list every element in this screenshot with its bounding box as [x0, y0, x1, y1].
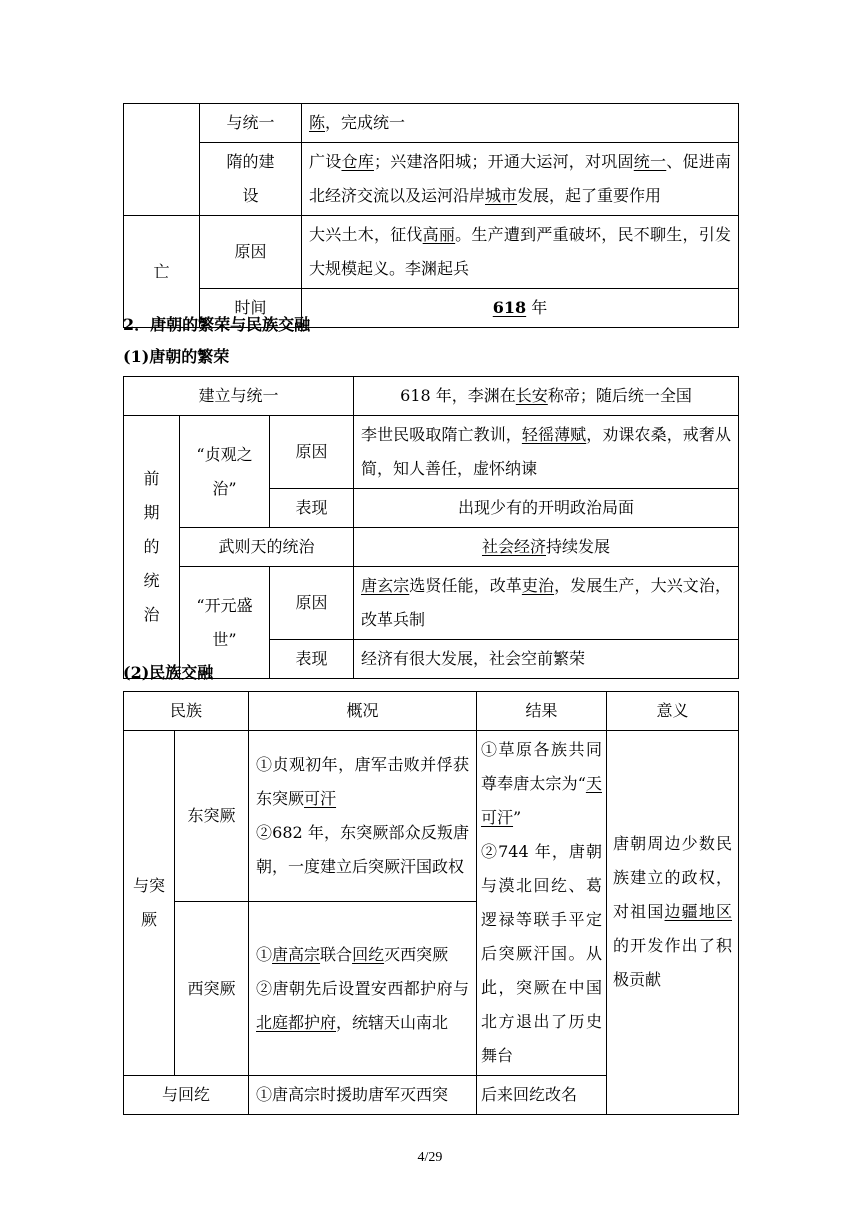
- blank-changan: 长安: [515, 386, 548, 405]
- blank-chen: 陈: [309, 113, 326, 132]
- header-significance: 意义: [607, 692, 739, 731]
- cell-cause-label: 原因: [200, 216, 302, 289]
- cell-uighur-overview: ①唐高宗时援助唐军灭西突: [249, 1076, 477, 1115]
- blank-618: 618: [492, 298, 527, 317]
- cell-ky-show: 经济有很大发展，社会空前繁荣: [354, 640, 739, 679]
- blank-city: 城市: [485, 186, 518, 205]
- cell-kaiyuan: “开元盛世”: [180, 567, 270, 679]
- cell-founding-label: 建立与统一: [124, 377, 354, 416]
- cell-unification-label: 与统一: [200, 104, 302, 143]
- ethnic-fusion-table: [123, 691, 739, 1115]
- cell-unification-content: 陈，完成统一: [302, 104, 739, 143]
- cell-zg-reason: 李世民吸取隋亡教训，轻徭薄赋，劝课农桑，戒奢从简，知人善任，虚怀纳谏: [354, 416, 739, 489]
- blank-xuanzong: 唐玄宗: [361, 576, 410, 595]
- cell-uighur-result: 后来回纥改名: [477, 1076, 607, 1115]
- blank-officials: 吏治: [521, 576, 555, 595]
- cell-time-label: 时间: [200, 289, 302, 328]
- cell-wu-label: 武则天的统治: [180, 528, 354, 567]
- blank-light-tax: 轻徭薄赋: [521, 425, 587, 444]
- cell-cause-content: 大兴土木，征伐高丽。生产遭到严重破坏，民不聊生，引发大规模起义。李渊起兵: [302, 216, 739, 289]
- section-heading-2: 2．唐朝的繁荣与民族交融: [123, 315, 311, 334]
- cell-construction-label: 隋的建设: [200, 143, 302, 216]
- cell-east-turks: 东突厥: [175, 731, 249, 902]
- cell-ky-reason-label: 原因: [270, 567, 354, 640]
- blank-warehouse: 仓库: [341, 152, 374, 171]
- cell-zhenguan: “贞观之治”: [180, 416, 270, 528]
- cell-turks: 与突厥: [124, 731, 175, 1076]
- cell-construction-content: 广设仓库；兴建洛阳城；开通大运河，对巩固统一、促进南北经济交流以及运河沿岸城市发展，起了重要作用: [302, 143, 739, 216]
- header-result: 结果: [477, 692, 607, 731]
- cell-wu-content: 社会经济持续发展: [354, 528, 739, 567]
- cell-zg-show: 出现少有的开明政治局面: [354, 489, 739, 528]
- blank-unity: 统一: [633, 152, 667, 171]
- blank-social-economy: 社会经济: [481, 537, 546, 556]
- page-number: 4/29: [417, 1150, 443, 1165]
- subheading-ethnic: (2)民族交融: [123, 663, 214, 682]
- cell-west-turks: 西突厥: [175, 902, 249, 1076]
- blank-goguryeo: 高丽: [422, 225, 456, 244]
- cell-time-content: 618 年: [302, 289, 739, 328]
- sui-table: [123, 103, 739, 328]
- cell-east-turks-overview: ①贞观初年，唐军击败并俘获东突厥可汗 ②682 年，东突厥部众反叛唐朝，一度建立后突厥汗国政权: [249, 731, 477, 902]
- blank-khan: 可汗: [304, 789, 337, 809]
- cell-turks-result: ①草原各族共同尊奉唐太宗为“天可汗” ②744 年，唐朝与漠北回纥、葛逻禄等联手平定后突厥汗国。从此，突厥在中国北方退出了历史舞台: [477, 731, 607, 1076]
- blank-border-regions: 边疆地区: [664, 902, 733, 921]
- cell-west-turks-overview: ①唐高宗联合回纥灭西突厥 ②唐朝先后设置安西都护府与北庭都护府，统辖天山南北: [249, 902, 477, 1076]
- blank-heavenly-khan: 天可汗: [481, 774, 603, 827]
- cell-significance: 唐朝周边少数民族建立的政权，对祖国边疆地区的开发作出了积极贡献: [607, 731, 739, 1115]
- cell-founding-content: 618 年，李渊在长安称帝；随后统一全国: [354, 377, 739, 416]
- subheading-prosperity: (1)唐朝的繁荣: [123, 347, 230, 366]
- cell-ky-show-label: 表现: [270, 640, 354, 679]
- blank-uighur: 回纥: [352, 944, 385, 964]
- header-ethnic: 民族: [124, 692, 249, 731]
- cell-ky-reason: 唐玄宗选贤任能，改革吏治，发展生产，大兴文治，改革兵制: [354, 567, 739, 640]
- blank-beiting: 北庭都护府: [256, 1012, 337, 1032]
- tang-prosperity-table: [123, 376, 739, 679]
- cell-early-rule: 前期的统治: [124, 416, 180, 679]
- cell-zg-reason-label: 原因: [270, 416, 354, 489]
- sui-group-cell: [124, 104, 200, 216]
- blank-gaozong: 唐高宗: [272, 944, 321, 964]
- cell-uighur: 与回纥: [124, 1076, 249, 1115]
- header-overview: 概况: [249, 692, 477, 731]
- cell-fall: 亡: [124, 216, 200, 328]
- cell-zg-show-label: 表现: [270, 489, 354, 528]
